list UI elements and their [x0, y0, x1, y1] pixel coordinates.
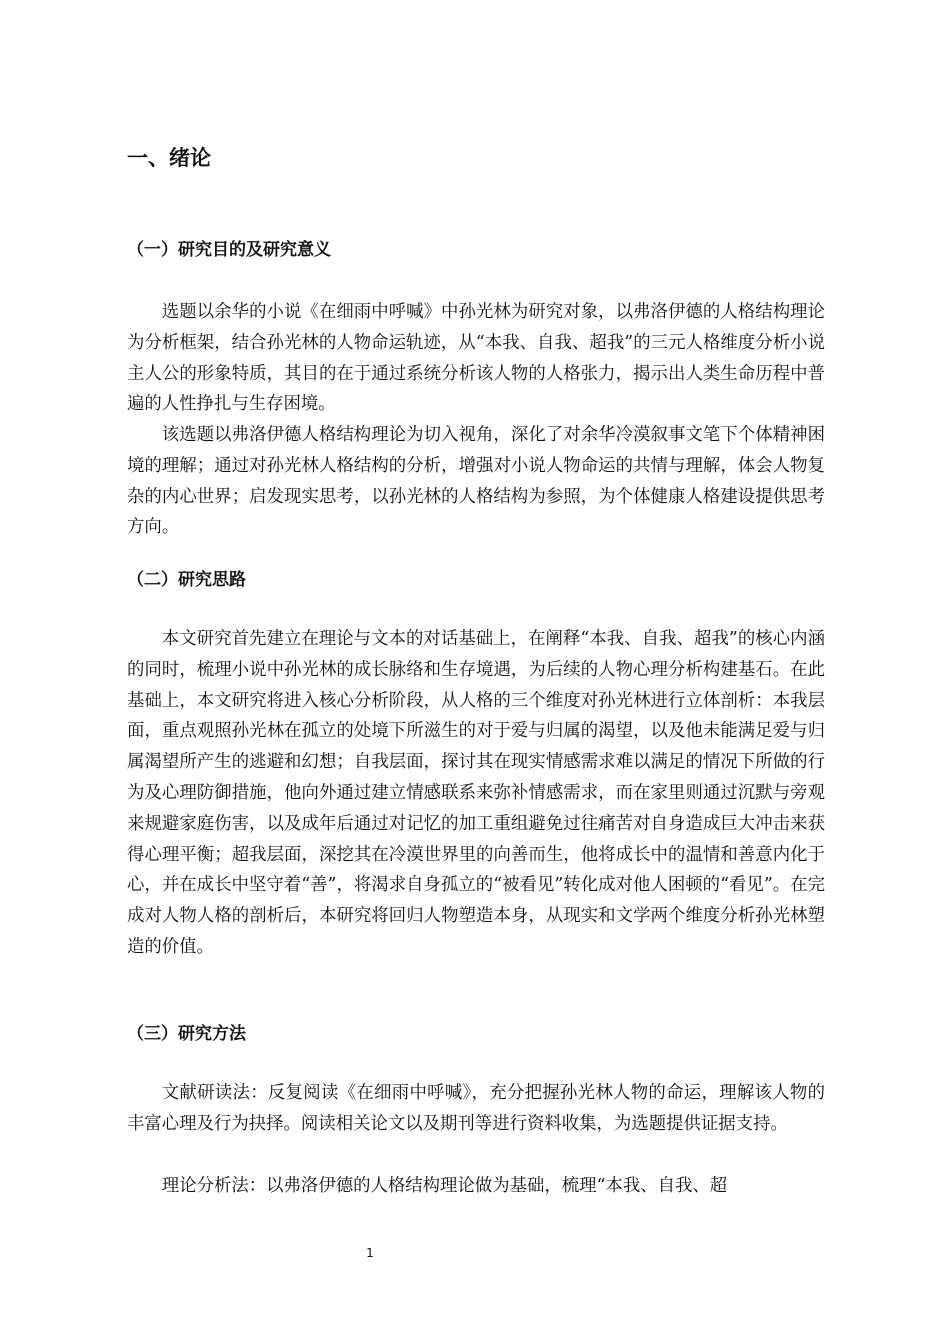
paragraph-methods-2: 理论分析法：以弗洛伊德的人格结构理论做为基础，梳理“本我、自我、超	[161, 1176, 728, 1196]
paragraph-approach-1: 本文研究首先建立在理论与文本的对话基础上，在阐释“本我、自我、超我”的核心内涵的同时，梳理小说中孙光林的成长脉络和生存境遇，为后续的人物心理分析构建基石。在此基础上，本文研究将进入核心分析阶段，从人格的三个维度对孙光林进行立体剖析：本我层面，重点观照孙光林在孤立的处境下所滋生的对于爱与归属的渴望，以及他未能满足爱与归属渴望所产生的逃避和幻想；自我层面，探讨其在现实情感需求难以满足的情况下所做的行为及心理防御措施，他向外通过建立情感联系来弥补情感需求，而在家里则通过沉默与旁观来规避家庭伤害，以及成年后通过对记忆的加工重组避免过往痛苦对自身造成巨大冲击来获得心理平衡；超我层面，深挖其在冷漠世界里的向善而生，他将成长中的温情和善意内化于心，并在成长中坚守着“善”，将渴求自身孤立的“被看见”转化成对他人困顿的“看见”。在完成对人物人格的剖析后，本研究将回归人物塑造本身，从现实和文学两个维度分析孙光林塑造的价值。	[127, 629, 825, 957]
section-heading-purpose: （一）研究目的及研究意义	[127, 240, 331, 260]
section-heading-approach: （二）研究思路	[127, 570, 246, 590]
paragraph-purpose-2: 该选题以弗洛伊德人格结构理论为切入视角，深化了对余华冷漠叙事文笔下个体精神困境的理解；通过对孙光林人格结构的分析，增强对小说人物命运的共情与理解，体会人物复杂的内心世界；启发现实思考，以孙光林的人格结构为参照，为个体健康人格建设提供思考方向。	[127, 425, 825, 538]
section-heading-methods: （三）研究方法	[127, 1024, 246, 1044]
chapter-title: 一、绪论	[127, 146, 211, 170]
paragraph-methods-1: 文献研读法：反复阅读《在细雨中呼喊》，充分把握孙光林人物的命运，理解该人物的丰富心理及行为抉择。阅读相关论文以及期刊等进行资料收集，为选题提供证据支持。	[127, 1083, 825, 1134]
paragraph-purpose-1: 选题以余华的小说《在细雨中呼喊》中孙光林为研究对象，以弗洛伊德的人格结构理论为分析框架，结合孙光林的人物命运轨迹，从“本我、自我、超我”的三元人格维度分析小说主人公的形象特质，其目的在于通过系统分析该人物的人格张力，揭示出人类生命历程中普遍的人性挣扎与生存困境。	[127, 302, 825, 415]
page-number: 1	[366, 1246, 374, 1260]
